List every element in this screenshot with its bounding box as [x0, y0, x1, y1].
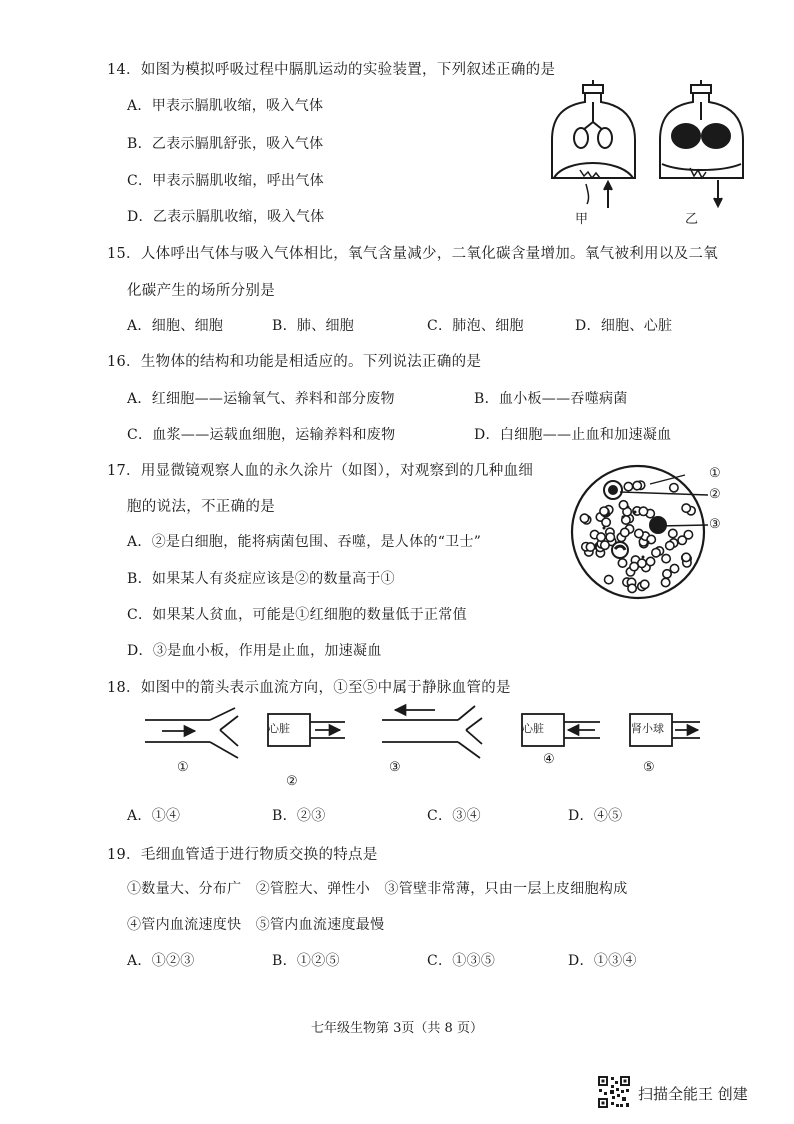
q18-box-heart-2: 心脏 [522, 722, 544, 735]
q14-figure-label-yi: 乙 [685, 212, 699, 227]
q18-label-3: ③ [389, 760, 401, 775]
red-blood-cell [678, 536, 686, 544]
page-footer: 七年级生物第 3页（共 8 页） [311, 1021, 483, 1036]
q18-option-a: A．①④ [127, 808, 181, 824]
q19-option-d: D．①③④ [568, 953, 637, 969]
bell-jar-yi [660, 80, 743, 206]
red-blood-cell [646, 557, 654, 565]
q14-figure-label-jia: 甲 [575, 212, 589, 227]
q14-option-d: D．乙表示膈肌收缩，吸入气体 [127, 209, 325, 225]
red-blood-cell [662, 554, 670, 562]
q17-label-1: ① [709, 466, 721, 481]
q16-option-d: D．白细胞——止血和加速凝血 [474, 427, 672, 443]
q16-option-c: C．血浆——运载血细胞，运输养料和废物 [127, 427, 396, 443]
q19-option-a: A．①②③ [127, 953, 195, 969]
vessel-1 [145, 708, 238, 758]
q18-box-heart-1: 心脏 [268, 722, 290, 735]
blood-vessel-diagram [140, 700, 700, 760]
q16-option-a: A．红细胞——运输氧气、养料和部分废物 [127, 391, 395, 407]
red-blood-cell [669, 529, 677, 537]
q17-label-3: ③ [709, 517, 721, 532]
q15-stem-line1: 15．人体呼出气体与吸入气体相比，氧气含量减少，二氧化碳含量增加。氧气被利用以及二氧 [107, 246, 719, 262]
q18-option-b: B．②③ [272, 808, 326, 824]
red-blood-cell [618, 559, 626, 567]
red-blood-cell [635, 529, 643, 537]
q15-option-b: B．肺、细胞 [272, 318, 355, 334]
q19-features-line1: ①数量大、分布广 ②管腔大、弹性小 ③管壁非常薄，只由一层上皮细胞构成 [127, 881, 628, 897]
q17-label-2: ② [709, 487, 721, 502]
red-blood-cell [580, 514, 588, 522]
q17-option-b: B．如果某人有炎症应该是②的数量高于① [127, 571, 395, 587]
red-blood-cell [682, 553, 690, 561]
q14-option-b: B．乙表示膈肌舒张，吸入气体 [127, 136, 324, 152]
blood-smear-leader-lines [600, 470, 710, 530]
red-blood-cell [641, 580, 649, 588]
red-blood-cell [601, 541, 609, 549]
q18-option-d: D．④⑤ [568, 808, 623, 824]
red-blood-cell [670, 564, 678, 572]
q18-label-2: ② [286, 774, 298, 789]
red-blood-cell [663, 570, 671, 578]
q14-stem: 14．如图为模拟呼吸过程中膈肌运动的实验装置，下列叙述正确的是 [107, 62, 556, 78]
red-blood-cell [666, 541, 674, 549]
red-blood-cell [605, 575, 613, 583]
q19-stem: 19．毛细血管适于进行物质交换的特点是 [107, 847, 378, 863]
qr-code-icon [597, 1075, 631, 1109]
red-blood-cell [652, 549, 660, 557]
q17-stem-line1: 17．用显微镜观察人血的永久涂片（如图），对观察到的几种血细 [107, 463, 534, 479]
q19-option-c: C．①③⑤ [427, 953, 496, 969]
q18-option-c: C．③④ [427, 808, 481, 824]
scanner-watermark: 扫描全能王 创建 [638, 1085, 748, 1103]
vessel-3 [382, 706, 482, 758]
q16-stem: 16．生物体的结构和功能是相适应的。下列说法正确的是 [107, 354, 482, 370]
red-blood-cell [661, 578, 669, 586]
q16-option-b: B．血小板——吞噬病菌 [474, 391, 628, 407]
q15-option-c: C．肺泡、细胞 [427, 318, 524, 334]
red-blood-cell [628, 584, 636, 592]
red-blood-cell [630, 562, 638, 570]
red-blood-cell [597, 533, 605, 541]
q17-stem-line2: 胞的说法，不正确的是 [127, 499, 275, 515]
q17-option-a: A．②是白细胞，能将病菌包围、吞噬，是人体的“卫士” [127, 534, 482, 550]
q17-option-d: D．③是血小板，作用是止血，加速凝血 [127, 643, 382, 659]
q18-label-4: ④ [543, 752, 555, 767]
q19-option-b: B．①②⑤ [272, 953, 340, 969]
q15-option-d: D．细胞、心脏 [575, 318, 673, 334]
q14-option-a: A．甲表示膈肌收缩，吸入气体 [127, 98, 324, 114]
q17-option-c: C．如果某人贫血，可能是①红细胞的数量低于正常值 [127, 607, 467, 623]
q18-box-glomerulus: 肾小球 [631, 722, 664, 735]
q18-stem: 18．如图中的箭头表示血流方向，①至⑤中属于静脉血管的是 [107, 680, 511, 696]
red-blood-cell [606, 533, 614, 541]
q18-label-1: ① [177, 760, 189, 775]
q15-stem-line2: 化碳产生的场所分别是 [127, 283, 275, 299]
q19-features-line2: ④管内血流速度快 ⑤管内血流速度最慢 [127, 917, 385, 933]
q14-option-c: C．甲表示膈肌收缩，呼出气体 [127, 173, 324, 189]
q18-label-5: ⑤ [643, 760, 655, 775]
q15-option-a: A．细胞、细胞 [127, 318, 224, 334]
bell-jar-jia [552, 80, 635, 208]
red-blood-cell [586, 543, 594, 551]
